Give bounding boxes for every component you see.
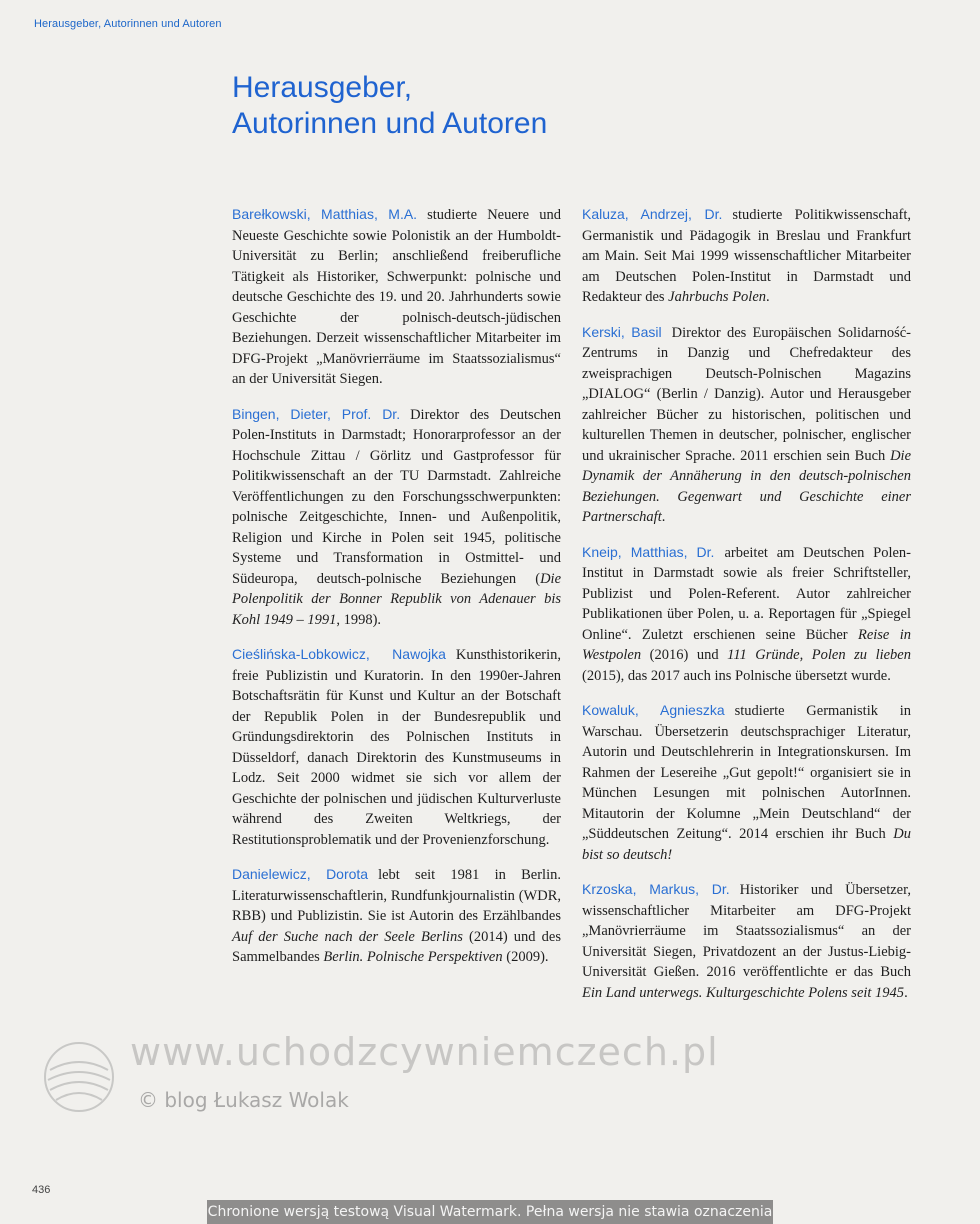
bio-text: Kunsthistorikerin, freie Publizistin und Kuratorin. In den 1990er-Jahren Botschaftsrätin für Kunst und Kultur an der Botschaft der Republik Polen in der Bundesrepublik und Gründungsdirektorin des Polnischen Instituts in Düsseldorf, danach Direktorin des Kunstmuseums in Lodz. Seit 2000 widmet sie sich vor allem der Geschichte der polnischen und jüdischen Kulturverluste während des Zweiten Weltkriegs, der Restitutionsproblematik und der Provenienzforschung. <box>232 647 561 848</box>
author-name: Cieślińska-Lobkowicz, Nawojka <box>232 646 446 662</box>
book-title: Jahrbuchs Polen <box>668 289 767 305</box>
bio-text: , 1998). <box>336 611 382 628</box>
book-title: Berlin. Polnische Perspektiven <box>323 949 503 965</box>
watermark-logo-icon <box>42 1040 116 1114</box>
bio-text: studierte Neuere und Neueste Geschichte sowie Polonistik an der Humboldt-Universität zu Berlin; anschließend freiberufliche Tätigkeit als Historiker, Schwerpunkt: polnische und deutsche Geschichte des 19. und 20. Jahrhunderts sowie Geschichte der polnisch-deutsch-jüdischen Beziehungen. Derzeit wissenschaftlicher Mitarbeiter im DFG-Projekt „Manövrierräume im Staatssozialismus“ an der Universität Siegen. <box>232 207 561 387</box>
book-title: Auf der Suche nach der Seele Berlins <box>232 928 463 945</box>
author-name: Kneip, Matthias, Dr. <box>582 543 715 560</box>
author-name: Kerski, Basil <box>582 323 662 340</box>
running-head: Herausgeber, Autorinnen und Autoren <box>34 18 222 30</box>
watermark-blog: © blog Łukasz Wolak <box>138 1088 349 1112</box>
bio-text: (2009). <box>502 949 549 965</box>
book-title: Du bist so deutsch! <box>582 826 911 863</box>
bio-text: lebt seit 1981 in Berlin. Literaturwissenschaftlerin, Rundfunkjournalistin (WDR, RBB) und Publizistin. Sie ist Autorin des Erzählbandes <box>232 867 561 924</box>
author-name: Krzoska, Markus, Dr. <box>582 881 730 897</box>
bio-text: (2015), das 2017 auch ins Polnische übersetzt wurde. <box>582 667 891 684</box>
title-line-2: Autorinnen und Autoren <box>232 107 548 140</box>
page-title <box>232 70 752 142</box>
bio-text: studierte Politikwissenschaft, Germanistik und Pädagogik in Breslau und Frankfurt am Main. Seit Mai 1999 wissenschaftlicher Mitarbeiter am Deutschen Polen-Institut in Darmstadt und Redakteur des <box>582 207 912 305</box>
author-name: Kowaluk, Agnieszka <box>582 702 725 718</box>
author-name: Kaluza, Andrzej, Dr. <box>582 206 723 222</box>
bio-entry-kneip <box>582 542 911 687</box>
book-title: 111 Gründe, Polen zu lieben <box>727 647 911 663</box>
bio-text: Direktor des Europäischen Solidarność-Zentrums in Danzig und Chefredakteur des zweisprachigen Deutsch-Polnischen Magazins „DIALOG“ (Berlin / Danzig). Autor und Herausgeber zahlreicher Bücher zu historischen, politischen und kulturellen Themen in deutscher, polnischer, englischer und ukrainischer Sprache. 2011 erschien sein Buch <box>582 324 911 464</box>
book-title: Ein Land unterwegs. Kulturgeschichte Polens seit 1945 <box>582 984 905 1001</box>
title-line-1: Herausgeber, <box>232 71 413 104</box>
bio-entry-barelkowski <box>232 204 561 390</box>
watermark-banner: Chronione wersją testową Visual Watermark. Pełna wersja nie stawia oznaczenia <box>207 1200 773 1224</box>
watermark-url: www.uchodzcywniemczech.pl <box>130 1030 719 1074</box>
bio-entry-kowaluk <box>582 700 911 865</box>
book-title: Reise in Westpolen <box>582 626 911 663</box>
bio-entry-kerski <box>582 322 911 528</box>
bio-text: studierte Germanistik in Warschau. Übersetzerin deutschsprachiger Literatur, Autorin und Deutschlehrerin in Integrationskursen. Im Rahmen der Lesereihe „Gut gepolt!“ organisiert sie in München Lesungen mit polnischen AutorInnen. Mitautorin der Kolumne „Mein Deutschland“ der „Süddeutschen Zeitung“. 2014 erschien ihr Buch <box>582 703 911 842</box>
bio-text: (2016) und <box>641 647 728 663</box>
author-name: Danielewicz, Dorota <box>232 866 369 882</box>
bio-text: . <box>904 984 908 1001</box>
bio-text: Direktor des Deutschen Polen-Instituts in Darmstadt; Honorarprofessor an der Hochschule Zittau / Görlitz und Gastprofessor für Politikwissenschaft an der TU Darmstadt. Zahlreiche Veröffentlichungen zu den Forschungsschwerpunkten: polnische Zeitgeschichte, Innen- und Außenpolitik, Religion und Kirche in Polen seit 1945, politische Systeme und Transformation in Ostmittel- und Südeuropa, deutsch-polnische Beziehungen ( <box>232 406 561 587</box>
bio-text: . <box>661 509 666 525</box>
left-column <box>232 204 561 982</box>
bio-text: (2014) und des Sammelbandes <box>232 928 561 965</box>
bio-text: arbeitet am Deutschen Polen-Institut in Darmstadt sowie als freier Schriftsteller, Publizist und Polen-Referent. Autor zahlreicher Publikationen über Polen, u. a. Reportagen für „Spiegel Online“. Zuletzt erschienen seine Bücher <box>582 544 911 643</box>
bio-entry-kaluza <box>582 204 911 308</box>
author-name: Bingen, Dieter, Prof. Dr. <box>232 405 401 422</box>
bio-entry-danielewicz <box>232 864 561 968</box>
book-title: Die Polenpolitik der Bonner Republik von Adenauer bis Kohl 1949 – 1991 <box>232 570 561 628</box>
bio-text: Historiker und Übersetzer, wissenschaftlicher Mitarbeiter am DFG-Projekt „Manövrierräume im Staatssozialismus“ an der Universität Siegen, Privatdozent an der Justus-Liebig-Universität Gießen. 2016 veröffentlichte er das Buch <box>582 882 911 980</box>
bio-entry-cieslinska-lobkowicz <box>232 644 561 850</box>
author-name: Barełkowski, Matthias, M.A. <box>232 206 418 222</box>
right-column <box>582 204 911 1017</box>
book-title: Die Dynamik der Annäherung in den deutsch-polnischen Beziehungen. Gegenwart und Geschichte einer Partnerschaft <box>582 447 911 525</box>
bio-text: . <box>766 289 770 305</box>
page-number: 436 <box>32 1184 51 1196</box>
bio-entry-bingen <box>232 404 561 631</box>
bio-entry-krzoska <box>582 879 911 1003</box>
